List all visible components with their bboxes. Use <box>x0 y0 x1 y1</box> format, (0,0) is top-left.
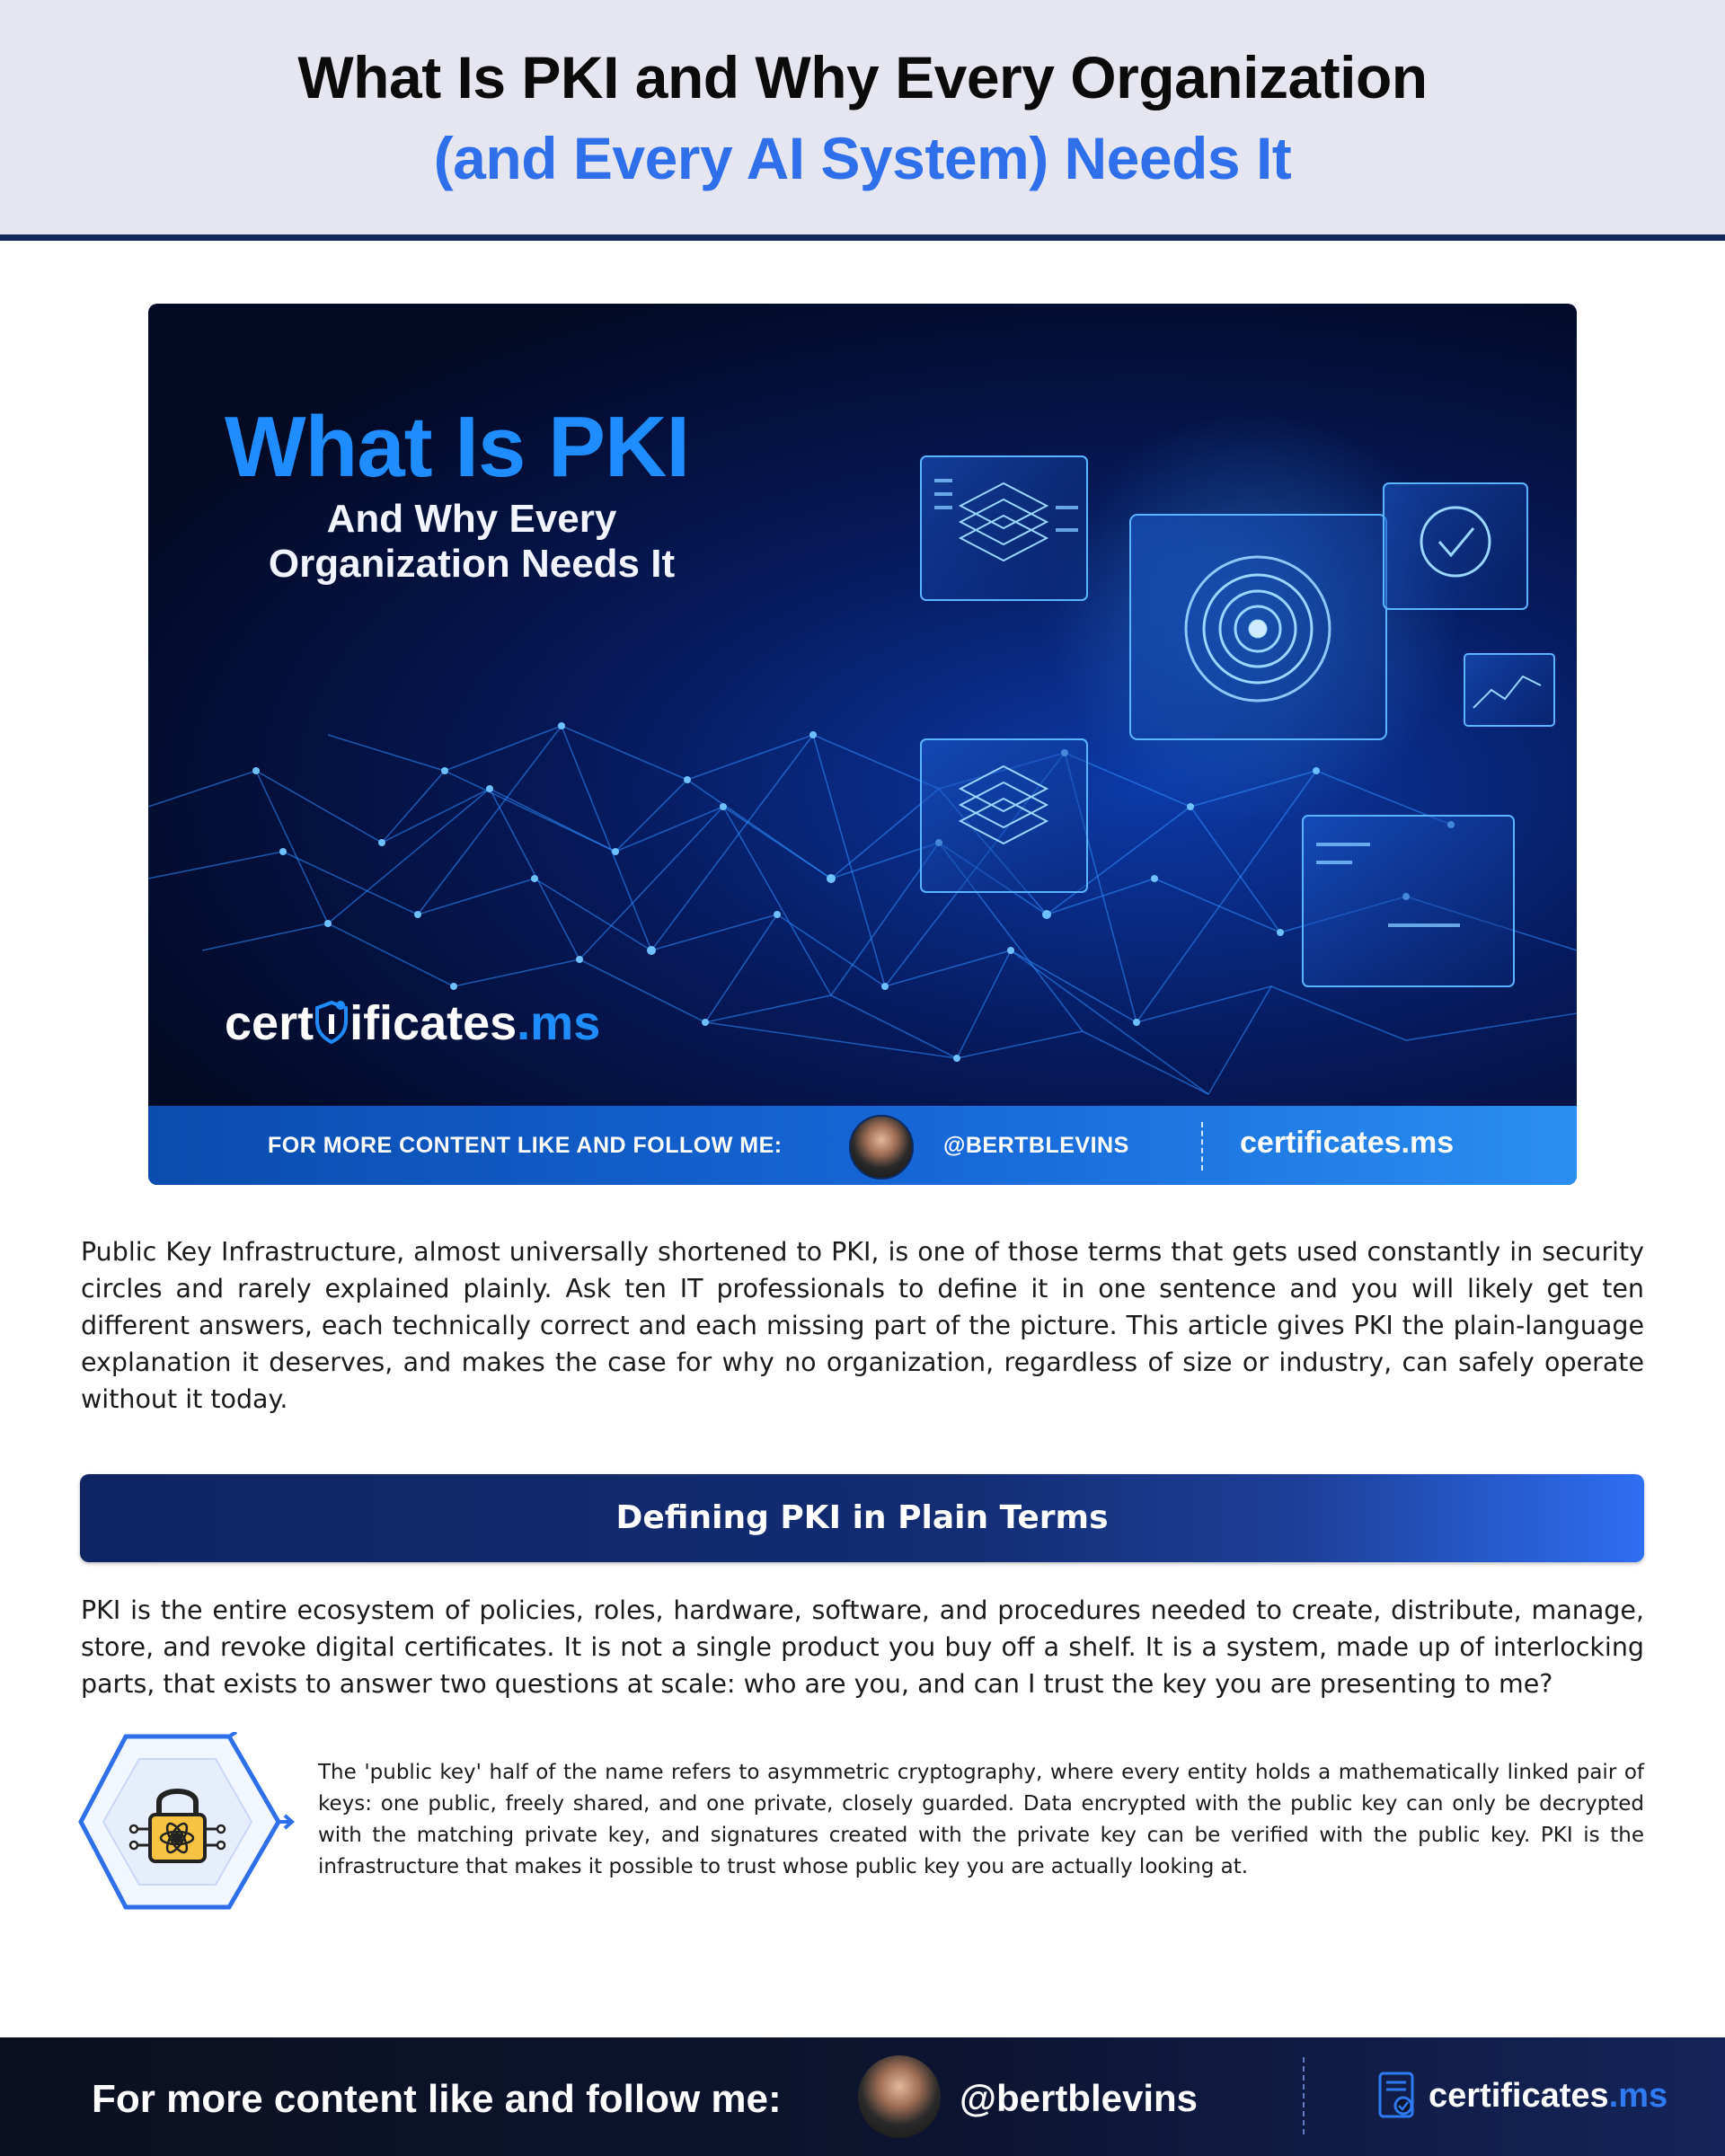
footer-handle[interactable]: @bertblevins <box>960 2077 1199 2119</box>
hero-follow-banner <box>148 1106 1577 1185</box>
banner-brand[interactable]: certificates.ms <box>1240 1126 1455 1160</box>
footer-brand-main: certificates <box>1429 2077 1609 2115</box>
hero-brand-suffix: .ms <box>517 996 601 1050</box>
certificate-icon <box>1376 2070 1420 2124</box>
hero-title: What Is PKI <box>225 399 690 495</box>
section-paragraph: PKI is the entire ecosystem of policies, roles, hardware, software, and procedures needed to create, distribute, manage, store, and revoke digital certificates. It is not a single product you buy off a shelf. It is a system, made up of interlocking parts, that exists to answer two questions at scale: who are you, and can I trust the key you are presenting to me? <box>81 1595 1644 1699</box>
hero-subtitle-line1: And Why Every <box>326 497 617 541</box>
hero-brand-mid: ificates <box>349 996 518 1050</box>
hero-brand-prefix: cert <box>225 996 314 1050</box>
page-title-line1: What Is PKI and Why Every Organization <box>297 44 1428 110</box>
footer-brand-suffix: .ms <box>1608 2077 1668 2115</box>
page-footer <box>0 2037 1725 2156</box>
section-heading-bar <box>80 1474 1644 1562</box>
hero-brand-logo <box>225 995 600 1051</box>
avatar <box>858 2055 941 2138</box>
callout-text: The 'public key' half of the name refers to asymmetric cryptography, where every entity holds a mathematically linked pair of keys: one public, freely shared, and one private, closely guarded. Data encrypted with the public key can only be decrypted with the matching private key, and signatures created with the private key can be verified with the public key. PKI is the infrastructure that makes it possible to trust whose public key you are actually looking at. <box>318 1761 1644 1878</box>
section-title: Defining PKI in Plain Terms <box>615 1499 1109 1536</box>
avatar <box>849 1115 914 1180</box>
hero-subtitle-line2: Organization Needs It <box>268 542 676 586</box>
banner-handle[interactable]: @BERTBLEVINS <box>943 1133 1129 1158</box>
intro-paragraph: Public Key Infrastructure, almost universally shortened to PKI, is one of those terms that gets used constantly in security circles and rarely explained plainly. Ask ten IT professionals to define it in one sentence and you will likely get ten different answers, each technically correct and each missing part of the picture. This article gives PKI the plain-language explanation it deserves, and makes the case for why no organization, regardless of size or industry, can safely operate without it today. <box>81 1237 1644 1414</box>
hero-banner-image <box>148 304 1577 1185</box>
page-title-line2: (and Every AI System) Needs It <box>433 125 1292 191</box>
banner-divider <box>1201 1122 1203 1171</box>
footer-cta-text: For more content like and follow me: <box>92 2077 782 2121</box>
padlock-icon <box>76 1732 301 1912</box>
shield-icon <box>314 1000 349 1045</box>
banner-cta-text: FOR MORE CONTENT LIKE AND FOLLOW ME: <box>268 1133 783 1158</box>
footer-divider <box>1303 2057 1305 2134</box>
footer-brand[interactable] <box>1429 2077 1668 2116</box>
page-header <box>0 0 1725 241</box>
